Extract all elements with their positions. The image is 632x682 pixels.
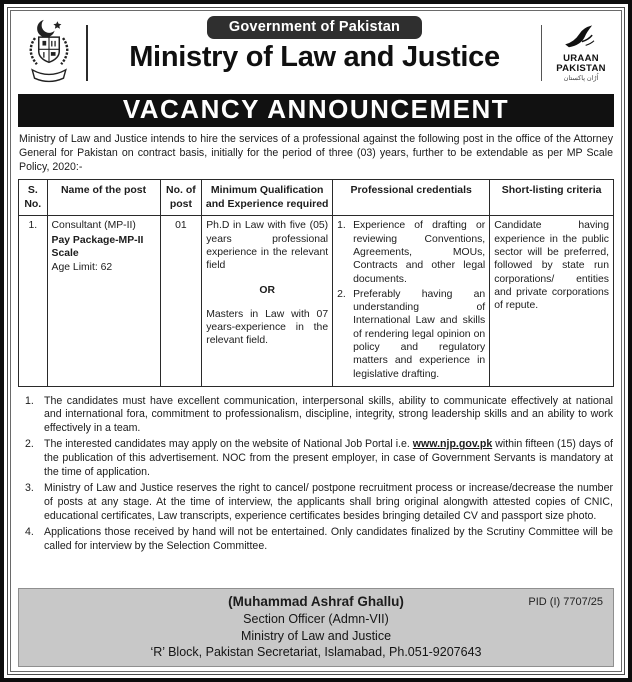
markhor-bird-icon xyxy=(562,24,600,50)
note-number: 4. xyxy=(25,525,34,538)
note-text: Ministry of Law and Justice reserves the right to cancel/ postpone recruitment process or increase/decrease the number of posts at any stage. At the time of interview, the applicants shall bring original alongwith attested copies of CNIC, educational certificates, Law transcripts, experience certificates besides bringing detailed CV and passport size photo. xyxy=(44,482,613,522)
qualification-masters: Masters in Law with 07 years-experience in the relevant field. xyxy=(206,308,329,347)
credential-item xyxy=(337,288,485,381)
note-text-after-link: within fifteen (15) days of the publication of this advertisement. NOC from the present employer, in case of Government Servants is mandatory at the time of application. xyxy=(44,438,613,478)
vacancy-announcement-banner: VACANCY ANNOUNCEMENT xyxy=(18,94,614,127)
notes-list xyxy=(18,392,614,556)
note-text: Applications those received by hand will not be entertained. Only candidates finalized by the Scrutiny Committee will be called for interview by the Selection Committee. xyxy=(44,525,613,552)
col-header-sno: S. No. xyxy=(19,180,48,216)
header xyxy=(18,15,614,91)
footer-ministry: Ministry of Law and Justice xyxy=(240,628,392,643)
cell-credentials xyxy=(333,216,490,387)
qualification-or: OR xyxy=(259,284,275,296)
note-text xyxy=(44,438,614,479)
cell-qualification xyxy=(202,216,333,387)
note-item-3 xyxy=(18,482,614,523)
cell-shortlisting: Candidate having experience in the public sector will be preferred, followed by state run corporations/ entities and private corporations of repute. xyxy=(490,216,614,387)
credential-number: 2. xyxy=(337,288,346,300)
uraan-logo-line1: URAAN xyxy=(563,52,599,64)
footer-address: ‘R’ Block, Pakistan Secretariat, Islamabad, Ph.051-9207643 xyxy=(150,644,482,659)
col-header-credentials: Professional credentials xyxy=(333,180,490,216)
cell-sno: 1. xyxy=(19,216,48,387)
cell-post-name xyxy=(47,216,160,387)
ministry-title: Ministry of Law and Justice xyxy=(129,41,500,73)
credential-text: Experience of drafting or reviewing Conventions, Agreements, MOUs, Contracts and other legal documents. xyxy=(353,220,486,285)
note-text-before-link: The interested candidates may apply on the website of National Job Portal i.e. xyxy=(44,438,413,451)
col-header-shortlisting: Short-listing criteria xyxy=(490,180,614,216)
qualification-phd: Ph.D in Law with five (05) years professional experience in the relevant field xyxy=(206,220,329,272)
footer-signature-block xyxy=(18,588,614,667)
header-titles xyxy=(95,15,534,72)
note-item-2 xyxy=(18,438,614,479)
header-divider-left xyxy=(86,25,88,81)
note-number: 2. xyxy=(25,438,34,451)
col-header-num-posts: No. of post xyxy=(160,180,202,216)
note-text: The candidates must have excellent communication, interpersonal skills, ability to communicate effectively at national and international fora, commitment to professionalism, discipline, integrity, strong leadership skills and an ability to work effectively in a team. xyxy=(44,394,613,435)
header-divider-right xyxy=(541,25,542,81)
cell-num-posts: 01 xyxy=(160,216,202,387)
uraan-logo-line2: PAKISTAN xyxy=(556,63,606,75)
pid-number: PID (I) 7707/25 xyxy=(528,596,603,609)
uraan-urdu-tagline: اُڑان پاکستان xyxy=(563,74,599,82)
post-age-limit: Age Limit: 62 xyxy=(51,262,113,274)
credential-item xyxy=(337,219,485,286)
njp-portal-link[interactable]: www.njp.gov.pk xyxy=(412,438,493,451)
post-name: Consultant (MP-II) xyxy=(51,220,136,232)
government-badge: Government of Pakistan xyxy=(207,16,422,39)
col-header-qualification: Minimum Qualification and Experience required xyxy=(202,180,333,216)
note-number: 1. xyxy=(25,394,34,407)
credential-text: Preferably having an understanding of International Law and skills of rendering legal opinion on policy and regulatory matters and experience in legislative drafting. xyxy=(353,288,486,380)
signatory-designation: Section Officer (Admn-VII) xyxy=(243,612,389,627)
note-item-1 xyxy=(18,395,614,436)
table-header-row xyxy=(19,180,614,216)
signatory-name: (Muhammad Ashraf Ghallu) xyxy=(228,594,404,610)
table-row xyxy=(19,216,614,387)
vacancy-table xyxy=(18,179,614,387)
note-item-4 xyxy=(18,526,614,554)
note-number: 3. xyxy=(25,482,34,495)
post-scale: Pay Package-MP-II Scale xyxy=(51,234,144,259)
outer-rule-frame xyxy=(7,7,625,675)
credential-number: 1. xyxy=(337,220,346,232)
inner-rule-frame xyxy=(10,10,622,672)
uraan-pakistan-logo xyxy=(549,24,613,82)
pakistan-state-emblem-icon xyxy=(19,18,79,88)
intro-paragraph: Ministry of Law and Justice intends to hire the services of a professional against the following post in the office of the Attorney General for Pakistan on contract basis, initially for the period of three (03) years, further to be extendable as per MP Scale Policy, 2020:- xyxy=(19,133,613,173)
col-header-post-name: Name of the post xyxy=(47,180,160,216)
